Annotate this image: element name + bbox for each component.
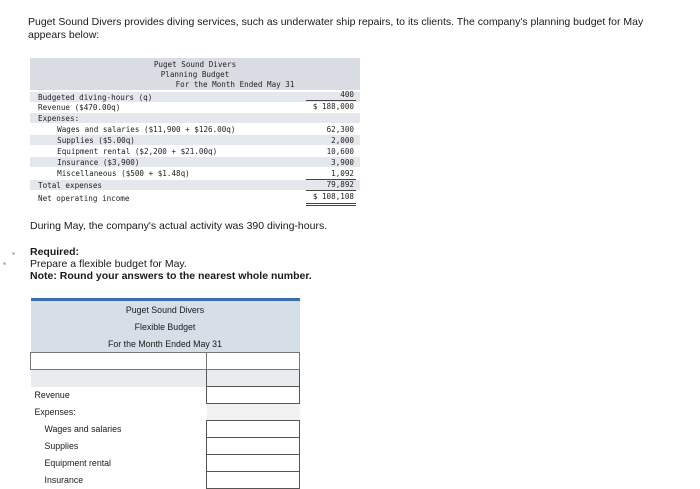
flex-activity-label-input[interactable] <box>31 353 207 370</box>
requirements <box>30 246 312 282</box>
planning-title: Puget Sound Divers <box>153 60 237 69</box>
planning-row-label: Supplies ($5.00q) <box>48 136 135 145</box>
planning-row-value: $ 188,000 <box>312 102 354 111</box>
planning-subtitle: Planning Budget <box>160 70 230 79</box>
bullet-dot <box>3 262 6 265</box>
planning-row-label: Insurance ($3,900) <box>48 158 140 167</box>
planning-row-value: 10,600 <box>326 147 354 156</box>
actual-activity-text: During May, the company's actual activity was 390 diving-hours. <box>30 220 328 232</box>
planning-row-value: 1,092 <box>331 169 354 178</box>
flex-row-input[interactable] <box>207 387 300 404</box>
flex-row-label: Equipment rental <box>31 455 207 472</box>
flex-title: Puget Sound Divers <box>31 300 300 319</box>
planning-row-label: Expenses: <box>38 114 80 123</box>
planning-row-value: 400 <box>340 90 354 99</box>
flex-activity-value-input[interactable] <box>207 353 300 370</box>
flex-row-input[interactable] <box>207 438 300 455</box>
flex-row-label: Wages and salaries <box>31 421 207 438</box>
flex-row-label: Revenue <box>31 387 207 404</box>
required-text: Prepare a flexible budget for May. <box>30 258 187 270</box>
planning-budget-image <box>30 58 360 210</box>
planning-row-value: 3,900 <box>331 158 354 167</box>
flex-period: For the Month Ended May 31 <box>31 335 300 353</box>
flex-row-label: Supplies <box>31 438 207 455</box>
flex-blank-row <box>31 370 207 387</box>
intro-text: Puget Sound Divers provides diving services, such as underwater ship repairs, to its clients. The company's planning budget for May appears below: <box>28 16 644 41</box>
planning-row-value: 62,300 <box>326 125 354 134</box>
planning-row-label: Wages and salaries ($11,900 + $126.00q) <box>48 125 236 134</box>
flex-row-label: Insurance <box>31 472 207 489</box>
flex-row-label: Expenses: <box>31 404 207 421</box>
planning-row-label: Budgeted diving-hours (q) <box>38 93 153 102</box>
planning-period: For the Month Ended May 31 <box>175 80 295 89</box>
planning-row-label: Net operating income <box>38 194 130 203</box>
planning-row-label: Miscellaneous ($500 + $1.48q) <box>48 169 190 178</box>
flex-subtitle: Flexible Budget <box>31 318 300 335</box>
planning-row-label: Equipment rental ($2,200 + $21.00q) <box>48 147 218 156</box>
required-label: Required: <box>30 246 80 258</box>
flex-row-empty <box>207 404 300 421</box>
flexible-budget-table <box>30 298 300 489</box>
planning-row-value: $ 108,108 <box>312 192 354 201</box>
planning-row-label: Total expenses <box>38 181 103 190</box>
bullet-dot <box>12 252 15 255</box>
flex-row-input[interactable] <box>207 421 300 438</box>
flex-blank-amount[interactable] <box>207 370 300 387</box>
flex-row-input[interactable] <box>207 455 300 472</box>
flex-row-input[interactable] <box>207 472 300 489</box>
planning-row-label: Revenue ($470.00q) <box>38 103 121 112</box>
note-text: Note: Round your answers to the nearest whole number. <box>30 270 312 282</box>
planning-row-value: 2,000 <box>331 136 354 145</box>
planning-row-value: 79,892 <box>326 180 354 189</box>
